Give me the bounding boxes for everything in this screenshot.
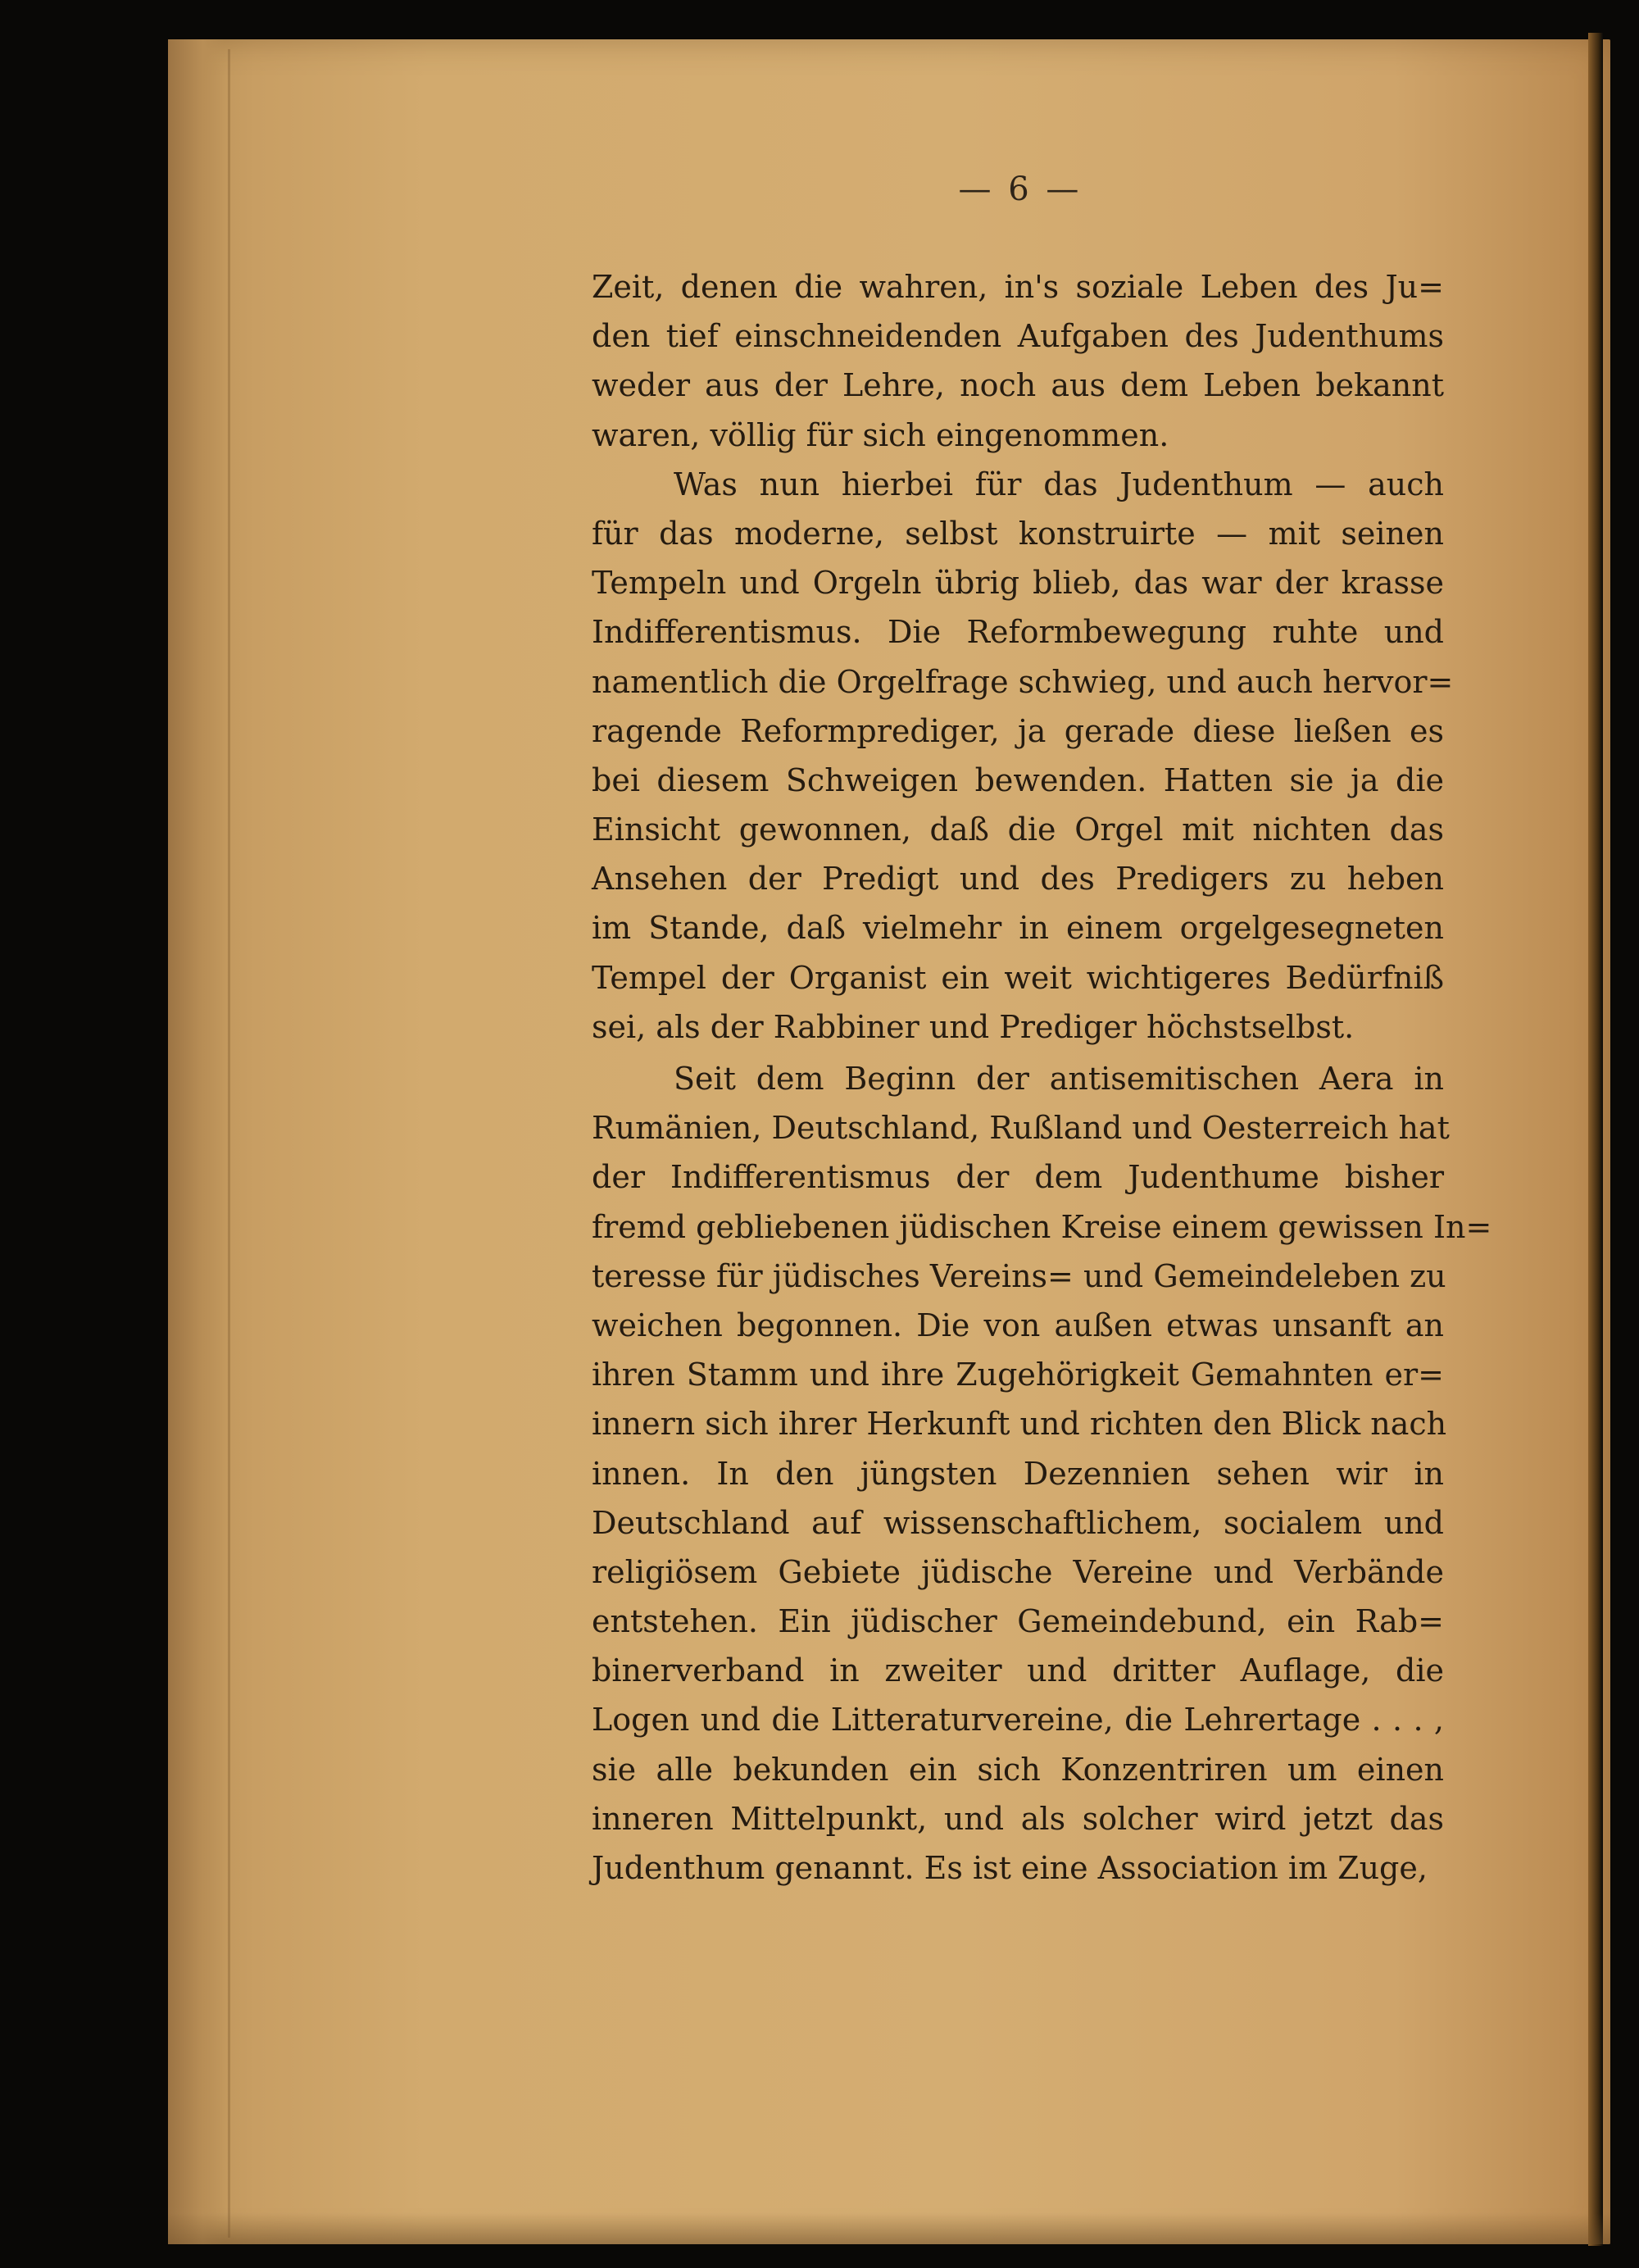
page-fold-line bbox=[228, 49, 230, 2238]
text-line: im Stande, daß vielmehr in einem orgelgesegneten bbox=[592, 910, 1444, 947]
text-line: weder aus der Lehre, noch aus dem Leben bekannt bbox=[592, 367, 1444, 404]
text-line: innern sich ihrer Herkunft und richten den Blick nach bbox=[592, 1406, 1447, 1443]
text-line: Einsicht gewonnen, daß die Orgel mit nichten das bbox=[592, 811, 1444, 848]
text-line: Indifferentismus. Die Reformbewegung ruhte und bbox=[592, 614, 1444, 651]
text-line: Judenthum genannt. Es ist eine Association im Zuge, bbox=[592, 1850, 1428, 1886]
text-line: teresse für jüdisches Vereins= und Gemeindeleben zu bbox=[592, 1257, 1446, 1294]
text-line: Tempeln und Orgeln übrig blieb, das war der krasse bbox=[592, 565, 1444, 602]
text-line: fremd gebliebenen jüdischen Kreise einem gewissen In= bbox=[592, 1208, 1492, 1245]
text-line: inneren Mittelpunkt, und als solcher wird jetzt das bbox=[592, 1800, 1444, 1837]
page-right-edge bbox=[1588, 33, 1603, 2246]
text-line: für das moderne, selbst konstruirte — mit seinen bbox=[592, 515, 1444, 552]
text-line: Deutschland auf wissenschaftlichem, socialem und bbox=[592, 1504, 1444, 1541]
paragraph bbox=[592, 262, 1444, 460]
text-line: innen. In den jüngsten Dezennien sehen wir in bbox=[592, 1455, 1444, 1492]
text-line: der Indifferentismus der dem Judenthume bisher bbox=[592, 1159, 1444, 1196]
text-line: ihren Stamm und ihre Zugehörigkeit Gemahnten er= bbox=[592, 1357, 1444, 1393]
paragraph bbox=[592, 460, 1454, 1052]
text-line: entstehen. Ein jüdischer Gemeindebund, ein Rab= bbox=[592, 1603, 1444, 1640]
body-text bbox=[592, 262, 1492, 1893]
paragraph bbox=[592, 1054, 1492, 1893]
text-line: ragende Reformprediger, ja gerade diese ließen es bbox=[592, 712, 1444, 749]
text-line: religiösem Gebiete jüdische Vereine und Verbände bbox=[592, 1553, 1444, 1590]
text-line: Logen und die Litteraturvereine, die Lehrertage . . . , bbox=[592, 1702, 1444, 1738]
text-line: Rumänien, Deutschland, Rußland und Oesterreich hat bbox=[592, 1110, 1450, 1147]
text-line: namentlich die Orgelfrage schwieg, und auch hervor= bbox=[592, 663, 1454, 700]
text-line: binerverband in zweiter und dritter Auflage, die bbox=[592, 1652, 1444, 1689]
page-number: — 6 — bbox=[958, 170, 1083, 208]
text-line: Zeit, denen die wahren, in's soziale Leben des Ju= bbox=[592, 269, 1444, 305]
text-line: Was nun hierbei für das Judenthum — auch bbox=[674, 466, 1444, 502]
page-bottom-edge bbox=[168, 2213, 1610, 2244]
text-line: Seit dem Beginn der antisemitischen Aera in bbox=[674, 1061, 1444, 1097]
text-line: bei diesem Schweigen bewenden. Hatten sie ja die bbox=[592, 761, 1444, 798]
page-left-edge bbox=[168, 39, 225, 2244]
text-line: sie alle bekunden ein sich Konzentriren um einen bbox=[592, 1751, 1444, 1788]
text-line: Ansehen der Predigt und des Predigers zu heben bbox=[592, 861, 1444, 898]
text-line: den tief einschneidenden Aufgaben des Judenthums bbox=[592, 318, 1444, 355]
text-line: Tempel der Organist ein weit wichtigeres Bedürfniß bbox=[592, 959, 1444, 996]
text-line: sei, als der Rabbiner und Prediger höchstselbst. bbox=[592, 1008, 1355, 1045]
text-line: weichen begonnen. Die von außen etwas unsanft an bbox=[592, 1307, 1444, 1343]
text-line: waren, völlig für sich eingenommen. bbox=[592, 416, 1169, 453]
